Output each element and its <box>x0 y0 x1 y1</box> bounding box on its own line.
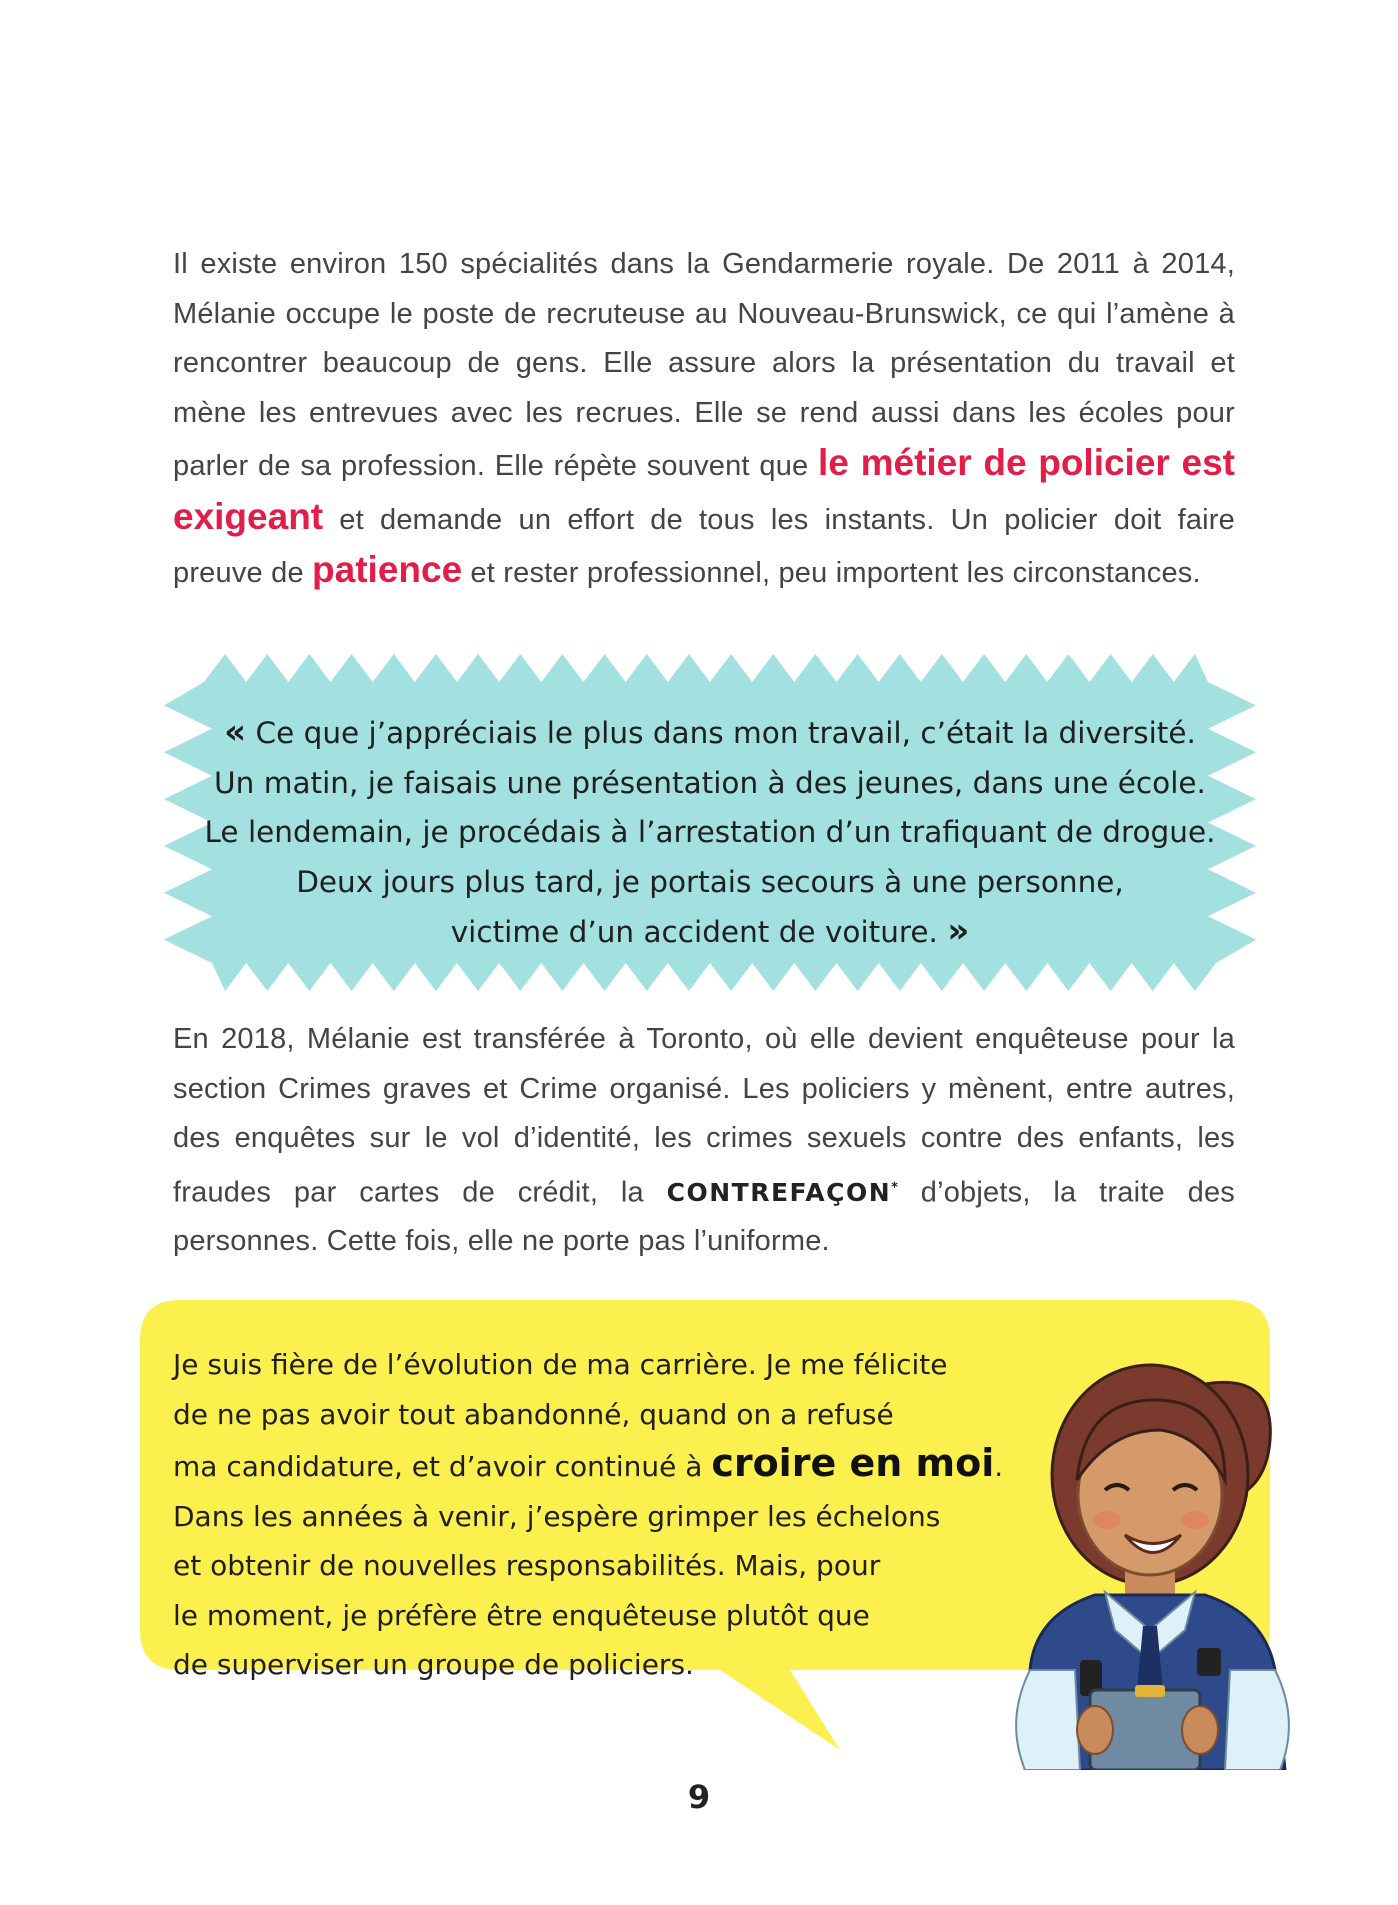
highlight-patience: patience <box>312 549 463 590</box>
close-quote-mark: » <box>947 911 970 951</box>
quote-line: « Ce que j’appréciais le plus dans mon travail, c’était la diversité. <box>224 712 1196 752</box>
text-run: et rester professionnel, peu importent les circonstances. <box>462 557 1201 589</box>
testimonial-quote <box>190 708 1230 958</box>
text-run: En 2018, Mélanie est transférée à Toronto, où elle devient enquêteuse pour la section Crimes graves et Crime organisé. Les policiers y mènent, entre autres, des enquêtes sur le vol d’identité, les crimes sexuels contre des enfants, les fraudes par cartes de crédit, la <box>173 1023 1235 1208</box>
page-number: 9 <box>687 1778 711 1816</box>
open-quote-mark: « <box>224 712 247 752</box>
text-run: Il existe environ 150 spécialités dans la Gendarmerie royale. De 2011 à 2014, Mélanie occupe le poste de recruteuse au Nouveau-Brunswick, ce qui l’amène à rencontrer beaucoup de gens. Elle assure alors la présentation du travail et mène les entrevues avec les recrues. Elle se rend aussi dans les écoles pour parler de sa profession. Elle répète souvent que <box>173 248 1235 482</box>
quote-line: Deux jours plus tard, je portais secours à une personne, <box>296 864 1124 899</box>
highlight-demanding-job: le métier de policier est exigeant <box>173 442 1235 537</box>
toronto-paragraph <box>173 1015 1235 1267</box>
footnote-mark: * <box>891 1180 898 1196</box>
speech-text: Je suis fière de l’évolution de ma carrière. Je me félicite de ne pas avoir tout abandonné, quand on a refusé ma candidature, et d’avoir continué à croire en moi. Dans les années à venir, j’espère grimper les échelons et obtenir de nouvelles responsabilités. Mais, pour le moment, je préfère être enquêteuse plutôt que de superviser un groupe de policiers. <box>173 1348 1004 1681</box>
glossary-term: CONTREFAÇON* <box>666 1177 898 1207</box>
text-run: et demande un effort de tous les instants. Un policier doit faire preuve de <box>173 503 1235 589</box>
intro-paragraph <box>173 240 1235 599</box>
quote-line: Un matin, je faisais une présentation à des jeunes, dans une école. <box>214 765 1206 800</box>
emphasis-believe-in-me: croire en moi <box>711 1441 995 1485</box>
text-run: d’objets, la traite des personnes. Cette fois, elle ne porte pas l’uniforme. <box>173 1175 1235 1258</box>
quote-line: victime d’un accident de voiture. » <box>450 911 970 951</box>
police-officer-illustration <box>985 1330 1315 1770</box>
quote-line: Le lendemain, je procédais à l’arrestation d’un trafiquant de drogue. <box>204 815 1216 849</box>
